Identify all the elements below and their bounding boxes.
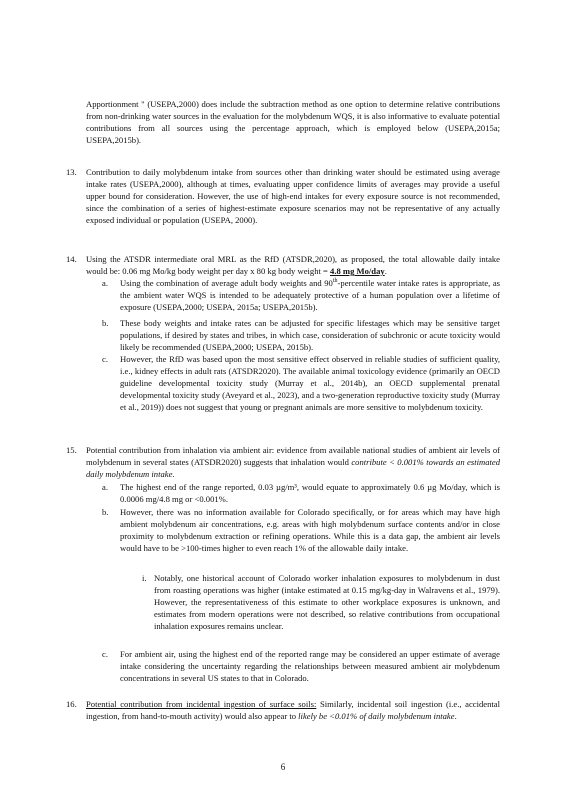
item-15b-i-paragraph	[154, 572, 500, 632]
item-15a-paragraph	[120, 481, 500, 505]
item-14b-text: These body weights and intake rates can be adjusted for specific lifestages which may be sensitive target populations, if desired by states and tribes, in which case, consideration of subchronic or acute toxicity would likely be recommended (USEPA,2000; USEPA, 2015b).	[120, 318, 500, 352]
item-15-paragraph: Potential contribution from inhalation via ambient air: evidence from available national studies of ambient air levels of molybdenum in several states (ATSDR2020) suggests that inhalation would contribute < 0.001% towards an estimated daily molybdenum intake.	[86, 445, 500, 479]
item-15b-paragraph	[120, 506, 500, 554]
item-15-conclusion: contribute < 0.001% towards an estimated daily molybdenum intake	[86, 457, 500, 479]
item-15b-text: However, there was no information available for Colorado specifically, or for areas which may have high ambient molybdenum air concentrations, e.g. areas with high molybdenum surface contents and/or in close proximity to molybdenum extraction or refining operations. While this is a data gap, the ambient air levels would have to be >100-times higher to even reach 1% of the allowable daily intake.	[120, 507, 500, 553]
item-14-total-intake: 4.8 mg Mo/day	[330, 266, 385, 276]
item-13-paragraph	[86, 166, 500, 226]
item-15c-label: c.	[102, 649, 108, 659]
item-15-number: 15.	[66, 445, 77, 455]
item-15a-text: The highest end of the range reported, 0.03 µg/m³, would equate to approximately 0.6 µg Mo/day, which is 0.0006 mg/4.8 mg or <0.001%.	[120, 482, 500, 504]
item-15b-i-text: Notably, one historical account of Colorado worker inhalation exposures to molybdenum in dust from roasting operations was higher (intake estimated at 0.15 mg/kg-day in Walravens et al., 1979). However, the representativeness of this estimate to other workplace exposures is unknown, and estimates from modern operations were not described, so relative contributions from occupational inhalation exposures remains unclear.	[154, 573, 500, 631]
item-15c-paragraph	[120, 648, 500, 684]
item-15b-i-label: i.	[142, 573, 147, 583]
item-14c-label: c.	[102, 354, 108, 364]
item-14b-paragraph	[120, 317, 500, 353]
intro-text: Apportionment " (USEPA,2000) does include the subtraction method as one option to determine relative contributions from non-drinking water sources in the evaluation for the molybdenum WQS, it is also informative to evaluate potential contributions from all sources using the percentage approach, which is employed below (USEPA,2015a; USEPA,2015b).	[86, 99, 500, 145]
item-13-text: Contribution to daily molybdenum intake from sources other than drinking water should be estimated using average intake rates (USEPA,2000), although at times, evaluating upper confidence limits of averages may provide a useful upper bound for consideration. However, the use of high-end intakes for every exposure source is not recommended, since the combination of a series of highest-estimate exposure scenarios may not be representative of any actually exposed individual or population (USEPA, 2000).	[86, 167, 500, 225]
item-14a-paragraph: Using the combination of average adult body weights and 90th-percentile water intake rates is appropriate, as the ambient water WQS is intended to be adequately protective of a human population over a lifetime of exposure (USEPA,2000; USEPA, 2015a; USEPA,2015b).	[120, 278, 500, 312]
item-14-number: 14.	[66, 254, 77, 264]
item-13-number: 13.	[66, 167, 77, 177]
item-15b-label: b.	[102, 507, 109, 517]
page-number: 6	[280, 762, 286, 772]
item-14a-label: a.	[102, 278, 108, 288]
item-14-text: Using the ATSDR intermediate oral MRL as the RfD (ATSDR,2020), as proposed, the total allowable daily intake would be: 0.06 mg Mo/kg body weight per day x 80 kg body weight =	[86, 254, 500, 276]
item-14-paragraph: Using the ATSDR intermediate oral MRL as the RfD (ATSDR,2020), as proposed, the total allowable daily intake would be: 0.06 mg Mo/kg body weight per day x 80 kg body weight = 4.8 mg Mo/day.	[86, 254, 500, 276]
item-15c-text: For ambient air, using the highest end of the reported range may be considered an upper estimate of average intake considering the uncertainty regarding the relationships between measured ambient air molybdenum concentrations in several US states to that in Colorado.	[120, 649, 500, 683]
item-15-text: Potential contribution from inhalation via ambient air: evidence from available national studies of ambient air levels of molybdenum in several states (ATSDR2020) suggests that inhalation would	[86, 445, 500, 467]
item-14c-paragraph	[120, 353, 500, 413]
intro-paragraph	[86, 98, 500, 146]
item-16-paragraph: Potential contribution from incidental ingestion of surface soils: Similarly, incidental soil ingestion (i.e., accidental ingestion, from hand-to-mouth activity) would also appear to likely be <0.01% of daily molybdenum intake.	[86, 699, 501, 721]
item-14b-label: b.	[102, 318, 109, 328]
item-16-number: 16.	[66, 699, 77, 709]
item-14c-text: However, the RfD was based upon the most sensitive effect observed in reliable studies of sufficient quality, i.e., kidney effects in adult rats (ATSDR2020). The available animal toxicology evidence (primarily an OECD guideline developmental toxicity study (Murray et al., 2014b), an OECD supplemental prenatal developmental toxicity study (Aveyard et al., 2023), and a two-generation reproductive toxicity study (Murray et al., 2019)) does not suggest that young or pregnant animals are more sensitive to molybdenum toxicity.	[120, 354, 500, 412]
item-15a-label: a.	[102, 482, 108, 492]
item-16-heading: Potential contribution from incidental ingestion of surface soils:	[86, 699, 317, 709]
item-16-text: Similarly, incidental soil ingestion (i.e., accidental ingestion, from hand-to-mouth activity) would also appear to	[86, 699, 501, 721]
item-16-conclusion: likely be <0.01% of daily molybdenum intake	[298, 711, 455, 721]
item-14a-text: Using the combination of average adult body weights and 90	[120, 278, 333, 288]
